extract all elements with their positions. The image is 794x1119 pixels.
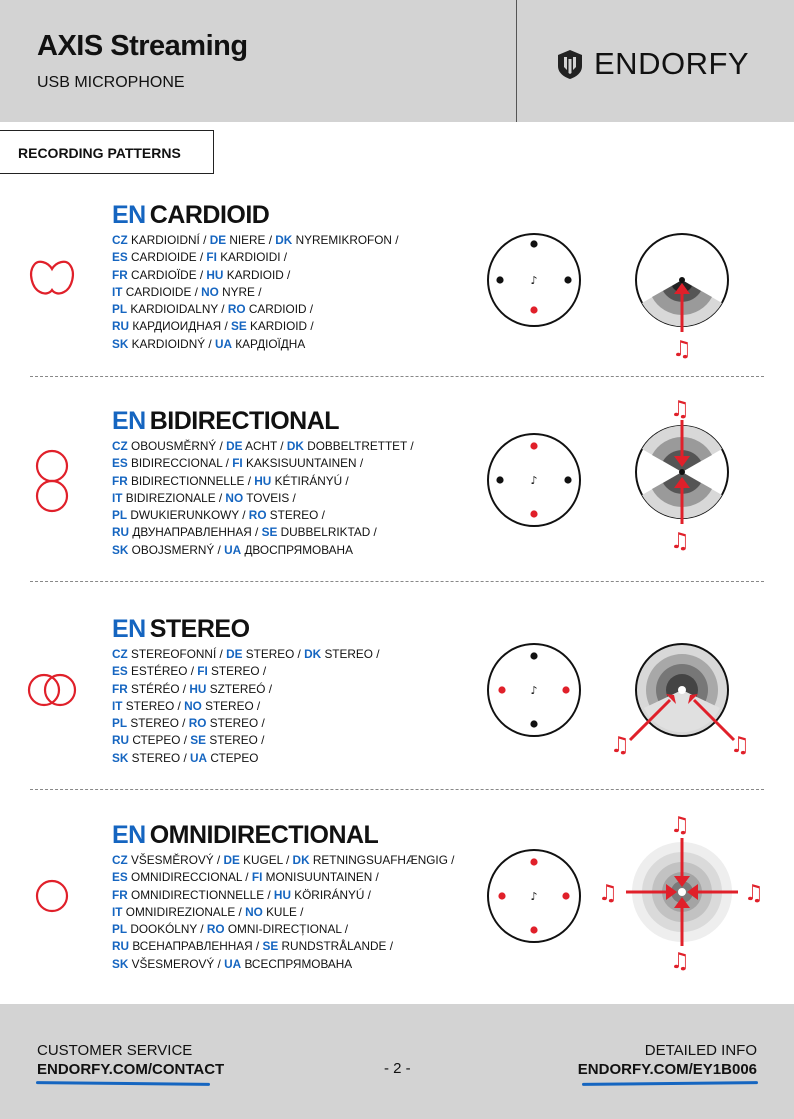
lang-code: RU [112,319,130,334]
lang-term: NIERE [229,233,266,247]
lang-code: SK [112,542,129,557]
lang-code: RO [248,508,267,523]
brand-logo [554,44,749,84]
lang-code: DE [226,647,243,661]
lang-code: CZ [112,853,128,867]
lang-term: DOBBELTRETTET [307,439,408,453]
lang-code: FR [112,681,128,696]
translation-row: FR STÉRÉO / HU SZTEREÓ / [112,681,272,696]
lang-code: CZ [112,647,128,661]
lang-term: STEREO [245,647,295,661]
pattern-stereo [0,614,794,784]
lang-term: КАРДИОИДНАЯ [132,319,222,334]
lang-code: RU [112,733,130,748]
lang-term: STÉRÉO [131,681,180,696]
lang-term: ДВОСПРЯМОВАНА [244,542,353,557]
translation-row: SK STEREO / UA СТЕРЕО [112,750,259,765]
lang-code: FI [197,664,208,679]
lang-code: FR [112,473,128,488]
translation-row: IT STEREO / NO STEREO / [112,698,261,713]
lang-term: CARDIOID [248,302,307,317]
pattern-code: EN [112,821,146,849]
product-subtitle: USB MICROPHONE [37,74,185,91]
lang-code: FI [251,870,263,885]
lang-term: OMNI-DIRECȚIONAL [227,922,342,937]
translation-row: IT BIDIREZIONALE / NO TOVEIS / [112,490,296,505]
pattern-omnidirectional [0,813,794,990]
lang-code: IT [112,698,123,713]
lang-term: BIDIREZIONALE [125,490,216,505]
pattern-name: OMNIDIRECTIONAL [149,821,379,849]
lang-code: RO [206,922,225,937]
lang-code: FI [232,456,243,471]
info-link[interactable]: ENDORFY.COM/EY1B006 [577,1061,757,1078]
lang-term: BIDIRECTIONNELLE [131,473,245,488]
svg-text:♫: ♫ [672,337,692,362]
lang-term: ACHT [245,439,278,453]
svg-text:♫: ♫ [670,529,690,554]
header-divider [516,0,517,122]
cardioid-icon [22,256,82,306]
lang-code: IT [112,490,123,505]
lang-term: OMNIDIREZIONALE [125,904,236,919]
translation-row: PL STEREO / RO STEREO / [112,716,265,731]
lang-code: UA [224,956,242,971]
svg-text:♪: ♪ [530,474,538,487]
translation-row: PL KARDIOIDALNY / RO CARDIOID / [112,302,314,317]
lang-code: IT [112,904,123,919]
lang-code: RU [112,939,130,954]
lang-term: STEREO [131,750,181,765]
lang-code: NO [184,698,202,713]
lang-code: DE [223,853,240,867]
lang-term: SZTEREÓ [209,681,266,696]
translation-row: SK VŠESMEROVÝ / UA ВСЕСПРЯМОВАНА [112,956,353,971]
contact-link[interactable]: ENDORFY.COM/CONTACT [37,1061,225,1078]
customer-service-label: CUSTOMER SERVICE [37,1042,193,1059]
lang-code: RO [188,716,207,731]
lang-term: OBOUSMĚRNÝ [131,439,217,453]
lang-term: RUNDSTRÅLANDE [281,939,387,954]
pattern-title [112,406,339,436]
lang-term: ВСЕСПРЯМОВАНА [244,956,353,971]
lang-term: MONISUUNTAINEN [265,870,373,885]
pattern-code: EN [112,407,146,435]
lang-code: HU [206,267,224,282]
lang-term: STEREOFONNÍ [131,647,217,661]
lang-term: КАРДІОЇДНА [235,336,306,351]
lang-term: ВСЕНАПРАВЛЕННАЯ [132,939,253,954]
pattern-name: CARDIOID [149,201,270,229]
lang-code: SK [112,750,129,765]
lang-code: PL [112,716,128,731]
lang-code: FI [206,250,217,265]
pattern-name: BIDIRECTIONAL [149,407,340,435]
omnidirectional-polar-diagram [596,808,772,974]
lang-term: DWUKIERUNKOWY [130,508,239,523]
capsule-diagram [484,230,584,330]
lang-code: ES [112,870,128,885]
lang-code: CZ [112,439,128,453]
lang-term: ESTÉREO [131,664,188,679]
translation-row: RU ДВУНАПРАВЛЕННАЯ / SE DUBBELRIKTAD / [112,525,377,540]
omnidirectional-icon [22,872,82,922]
lang-term: KÉTIRÁNYÚ [274,473,343,488]
svg-text:♫: ♫ [670,949,690,974]
lang-code: DK [286,439,304,453]
lang-term: CARDIOIDE [131,250,197,265]
translation-row: ES ESTÉREO / FI STEREO / [112,664,267,679]
endorfy-logo-icon [554,48,586,80]
lang-code: CZ [112,233,128,247]
pattern-code: EN [112,615,146,643]
detailed-info-label: DETAILED INFO [644,1042,757,1059]
translation-row: CZ KARDIOIDNÍ / DE NIERE / DK NYREMIKROFON / [112,233,399,247]
translation-row: IT OMNIDIREZIONALE / NO KULE / [112,904,304,919]
svg-text:♫: ♫ [610,733,630,758]
bidirectional-polar-diagram [610,396,760,566]
pattern-name: STEREO [149,615,250,643]
lang-term: KULE [266,904,297,919]
lang-code: RO [227,302,246,317]
lang-code: NO [225,490,244,505]
translation-row: PL DWUKIERUNKOWY / RO STEREO / [112,508,325,523]
lang-code: PL [112,922,128,937]
lang-code: SE [190,733,207,748]
pattern-title [112,200,269,230]
lang-code: ES [112,456,128,471]
lang-term: NYREMIKROFON [295,233,392,247]
lang-term: NYRE [222,284,255,299]
pattern-bidirectional [0,397,794,576]
lang-code: DE [209,233,227,247]
lang-term: STEREO [209,733,258,748]
footer [0,1004,794,1119]
lang-code: NO [201,284,219,299]
translation-row: IT CARDIOIDE / NO NYRE / [112,284,262,299]
lang-code: NO [245,904,263,919]
lang-term: CARDIOÏDE [131,267,197,282]
svg-text:♫: ♫ [730,733,750,758]
lang-code: UA [214,336,232,351]
lang-term: RETNINGSUAFHÆNGIG [312,853,448,867]
lang-code: PL [112,302,128,317]
lang-term: DUBBELRIKTAD [280,525,371,540]
lang-term: STEREO [130,716,179,731]
divider [30,789,764,790]
pattern-title [112,614,250,644]
lang-term: KARDIOIDI [220,250,281,265]
translation-row: ES CARDIOIDE / FI KARDIOIDI / [112,250,288,265]
lang-code: SE [262,939,279,954]
lang-term: KÖRIRÁNYÚ [294,887,365,902]
divider [30,376,764,377]
lang-code: SE [261,525,278,540]
capsule-diagram [484,430,584,530]
lang-term: СТЕРЕО [132,733,181,748]
lang-code: SE [231,319,247,334]
lang-code: RU [112,525,130,540]
svg-text:♫: ♫ [744,881,764,906]
svg-text:♫: ♫ [670,397,690,422]
contact-underline [36,1081,210,1086]
info-underline [582,1081,758,1086]
lang-term: KAKSISUUNTAINEN [245,456,357,471]
svg-text:♪: ♪ [530,274,538,287]
lang-code: UA [224,542,242,557]
stereo-icon [22,666,82,716]
lang-term: STEREO [125,698,175,713]
capsule-diagram [484,640,584,740]
lang-term: DOOKÓLNY [130,922,198,937]
lang-code: UA [190,750,208,765]
lang-term: STEREO [209,716,259,731]
page-number: - 2 - [384,1060,411,1077]
lang-term: VŠESMĚROVÝ [131,853,214,867]
translation-row: SK KARDIOIDNÝ / UA КАРДІОЇДНА [112,336,306,351]
lang-code: IT [112,284,123,299]
translations [112,646,492,767]
lang-term: KARDIOIDNÍ [131,233,200,247]
translation-row: CZ OBOUSMĚRNÝ / DE ACHT / DK DOBBELTRETTET / [112,439,414,453]
header [0,0,794,122]
lang-term: СТЕРЕО [210,750,259,765]
lang-term: OBOJSMERNÝ [131,542,215,557]
svg-text:♫: ♫ [670,813,690,838]
pattern-code: EN [112,201,146,229]
translation-row: PL DOOKÓLNY / RO OMNI-DIRECȚIONAL / [112,922,349,937]
lang-code: FR [112,267,128,282]
lang-code: ES [112,664,128,679]
lang-term: KARDIOIDALNY [130,302,218,317]
lang-term: CARDIOIDE [125,284,192,299]
translation-row: CZ STEREOFONNÍ / DE STEREO / DK STEREO / [112,647,380,661]
product-title: AXIS Streaming [37,30,248,62]
translations [112,232,492,353]
translations [112,852,492,973]
lang-term: OMNIDIRECCIONAL [131,870,243,885]
lang-code: DK [292,853,310,867]
divider [30,581,764,582]
lang-code: ES [112,250,128,265]
stereo-polar-diagram [608,638,768,758]
translation-row: FR BIDIRECTIONNELLE / HU KÉTIRÁNYÚ / [112,473,349,488]
lang-term: KARDIOIDNÝ [131,336,206,351]
capsule-diagram [484,846,584,946]
lang-term: OMNIDIRECTIONNELLE [131,887,265,902]
translation-row: RU КАРДИОИДНАЯ / SE KARDIOID / [112,319,314,334]
lang-code: FR [112,887,128,902]
lang-code: DK [275,233,293,247]
lang-code: DE [226,439,243,453]
translation-row: CZ VŠESMĚROVÝ / DE KUGEL / DK RETNINGSUAFHÆNGIG / [112,853,455,867]
lang-term: ДВУНАПРАВЛЕННАЯ [132,525,252,540]
lang-term: STEREO [269,508,319,523]
lang-term: KARDIOID [250,319,308,334]
pattern-title [112,820,378,850]
lang-term: STEREO [324,647,373,661]
lang-code: HU [254,473,272,488]
svg-text:♪: ♪ [530,684,538,697]
lang-code: SK [112,336,129,351]
translations [112,438,492,559]
lang-term: STEREO [211,664,260,679]
section-label: RECORDING PATTERNS [0,130,214,174]
lang-term: TOVEIS [246,490,290,505]
svg-text:♪: ♪ [530,890,538,903]
lang-term: VŠESMEROVÝ [131,956,215,971]
translation-row: ES OMNIDIRECCIONAL / FI MONISUUNTAINEN / [112,870,379,885]
translation-row: ES BIDIRECCIONAL / FI KAKSISUUNTAINEN / [112,456,364,471]
translation-row: RU ВСЕНАПРАВЛЕННАЯ / SE RUNDSTRÅLANDE / [112,939,393,954]
translation-row: FR OMNIDIRECTIONNELLE / HU KÖRIRÁNYÚ / [112,887,371,902]
lang-code: SK [112,956,129,971]
lang-code: HU [273,887,291,902]
translation-row: FR CARDIOÏDE / HU KARDIOID / [112,267,291,282]
lang-code: PL [112,508,128,523]
brand-name: ENDORFY [594,46,750,81]
lang-term: BIDIRECCIONAL [131,456,223,471]
translation-row: SK OBOJSMERNÝ / UA ДВОСПРЯМОВАНА [112,542,353,557]
cardioid-polar-diagram [630,228,740,368]
lang-code: HU [189,681,207,696]
lang-term: KARDIOID [226,267,284,282]
pattern-cardioid [0,200,794,370]
lang-term: STEREO [205,698,254,713]
lang-code: DK [304,647,322,661]
translation-row: RU СТЕРЕО / SE STEREO / [112,733,265,748]
svg-text:♫: ♫ [598,881,618,906]
bidirectional-icon [22,444,82,524]
lang-term: KUGEL [243,853,283,867]
